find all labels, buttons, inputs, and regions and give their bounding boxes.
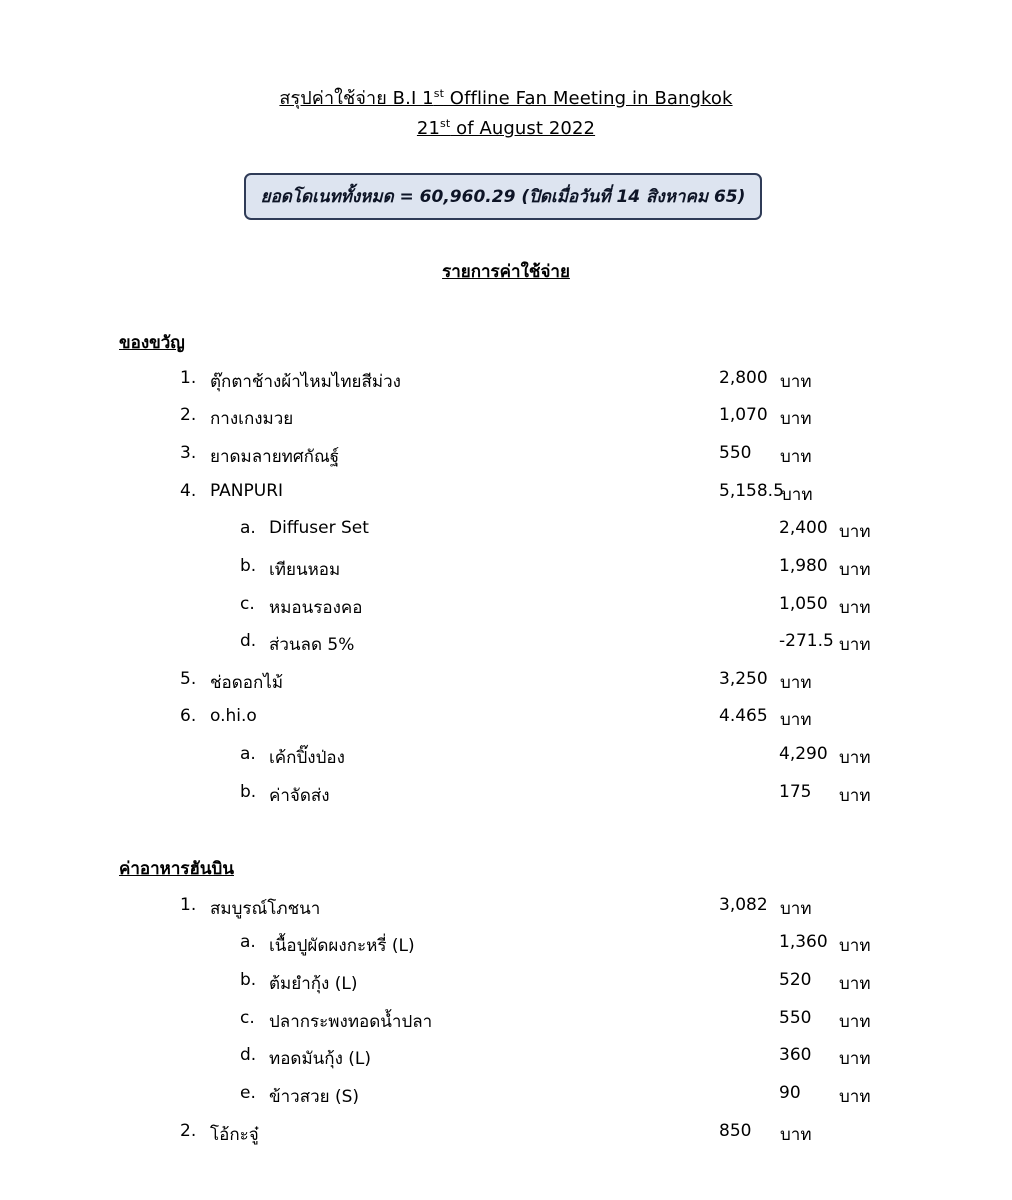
page-title: สรุปค่าใช้จ่าย B.I 1st Offline Fan Meeting in Bangkok [279, 87, 733, 109]
list-item: 2. โอ้กะจู๋ 850 บาท [180, 1121, 812, 1145]
section-heading-food: ค่าอาหารฮันบิน [119, 859, 234, 879]
sub-list-item: a. Diffuser Set 2,400 บาท [240, 518, 871, 542]
expense-list-heading: รายการค่าใช้จ่าย [442, 262, 570, 282]
sub-list-item: c. หมอนรองคอ 1,050 บาท [240, 594, 871, 618]
sub-list-item: b. ค่าจัดส่ง 175 บาท [240, 782, 871, 806]
sub-list-item: a. เค้กปิ๊งป่อง 4,290 บาท [240, 744, 871, 768]
sub-list-item: d. ส่วนลด 5% -271.5 บาท [240, 631, 871, 655]
list-item: 5. ช่อดอกไม้ 3,250 บาท [180, 669, 812, 693]
event-date: 21st of August 2022 [416, 117, 596, 139]
list-item: 1. ตุ๊กตาช้างผ้าไหมไทยสีม่วง 2,800 บาท [180, 368, 812, 392]
sub-list-item: b. เทียนหอม 1,980 บาท [240, 556, 871, 580]
sub-list-item: e. ข้าวสวย (S) 90 บาท [240, 1083, 871, 1107]
sub-list-item: c. ปลากระพงทอดน้ำปลา 550 บาท [240, 1008, 871, 1032]
list-item: 6. o.hi.o 4.465 บาท [180, 706, 812, 730]
list-item: 4. PANPURI 5,158.5 บาท [180, 481, 813, 505]
sub-list-item: d. ทอดมันกุ้ง (L) 360 บาท [240, 1045, 871, 1069]
donation-total-text: ยอดโดเนททั้งหมด = 60,960.29 (ปิดเมื่อวันที่ 14 สิงหาคม 65) [260, 187, 746, 207]
list-item: 1. สมบูรณ์โภชนา 3,082 บาท [180, 895, 812, 919]
donation-total-box [244, 173, 762, 220]
section-heading-gifts: ของขวัญ [119, 333, 185, 353]
list-item: 3. ยาดมลายทศกัณฐ์ 550 บาท [180, 443, 812, 467]
list-item: 2. กางเกงมวย 1,070 บาท [180, 405, 812, 429]
sub-list-item: a. เนื้อปูผัดผงกะหรี่ (L) 1,360 บาท [240, 932, 871, 956]
sub-list-item: b. ต้มยำกุ้ง (L) 520 บาท [240, 970, 871, 994]
